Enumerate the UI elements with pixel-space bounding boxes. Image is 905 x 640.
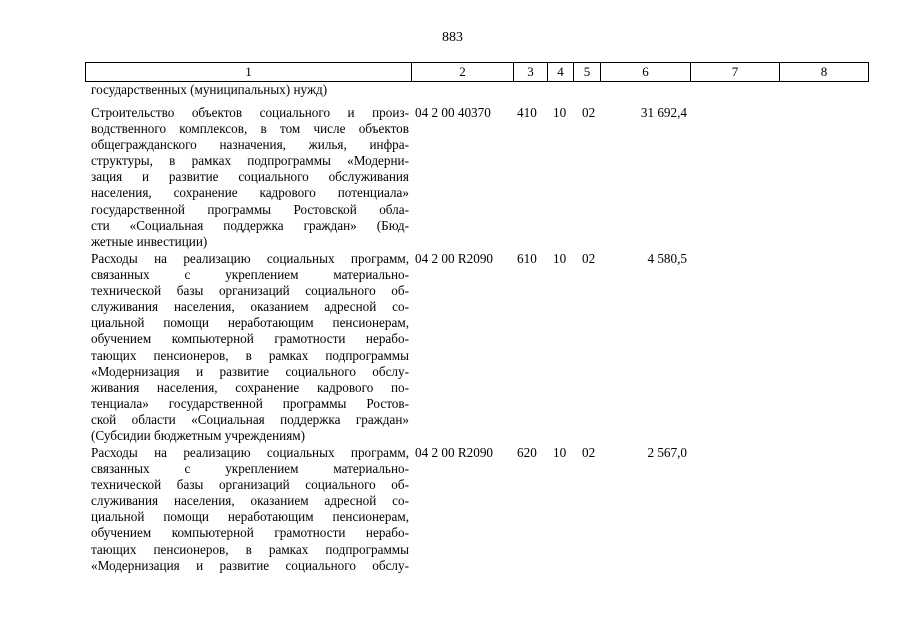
description-line: циальной помощи неработающим пенсионерам, xyxy=(91,315,409,331)
description-line: общегражданского назначения, жилья, инфра- xyxy=(91,137,409,153)
description-line: живания населения, сохранение кадрового по- xyxy=(91,379,409,395)
description-line: населения, сохранение кадрового потенциала» xyxy=(91,185,409,201)
header-col-2: 2 xyxy=(412,63,514,82)
description-line: водственного комплексов, в том числе объектов xyxy=(91,121,409,137)
row-description xyxy=(91,105,409,250)
row-amount: 31 692,4 xyxy=(640,105,687,120)
continued-description: государственных (муниципальных) нужд) xyxy=(91,82,328,97)
description-line: тенциала» государственной программы Ростов- xyxy=(91,395,409,411)
header-col-4: 4 xyxy=(548,63,574,82)
row-amount: 2 567,0 xyxy=(647,445,687,460)
description-line: связанных с укреплением материально- xyxy=(91,267,409,283)
header-col-5: 5 xyxy=(574,63,601,82)
row-amount: 4 580,5 xyxy=(647,251,687,266)
description-line: Расходы на реализацию социальных программ, xyxy=(91,251,409,266)
description-line: обучением компьютерной грамотности нерабо- xyxy=(91,525,409,541)
column-number-header xyxy=(85,62,869,82)
description-line: тающих пенсионеров, в рамках подпрограммы xyxy=(91,541,409,557)
header-col-6: 6 xyxy=(601,63,691,82)
description-line: «Модернизация и развитие социального обслу- xyxy=(91,557,409,573)
row-subsection: 02 xyxy=(582,251,596,266)
row-description xyxy=(91,251,409,444)
row-code: 04 2 00 R2090 xyxy=(415,251,494,266)
description-line: структуры, в рамках подпрограммы «Модерни- xyxy=(91,153,409,169)
row-description xyxy=(91,445,409,574)
description-line: технической базы организаций социального об- xyxy=(91,477,409,493)
header-col-1: 1 xyxy=(86,63,412,82)
header-col-7: 7 xyxy=(691,63,780,82)
row-expense-type: 620 xyxy=(517,445,537,460)
description-line: (Субсидии бюджетным учреждениям) xyxy=(91,428,305,444)
header-col-3: 3 xyxy=(514,63,548,82)
description-line: «Модернизация и развитие социального обслу- xyxy=(91,363,409,379)
description-line: служивания населения, оказанием адресной со- xyxy=(91,299,409,315)
row-expense-type: 410 xyxy=(517,105,537,120)
description-line: обучением компьютерной грамотности нерабо- xyxy=(91,331,409,347)
description-line: жетные инвестиции) xyxy=(91,233,208,249)
description-line: связанных с укреплением материально- xyxy=(91,461,409,477)
row-section: 10 xyxy=(553,445,567,460)
description-line: Расходы на реализацию социальных программ, xyxy=(91,445,409,460)
row-code: 04 2 00 40370 xyxy=(415,105,491,120)
row-section: 10 xyxy=(553,105,567,120)
row-subsection: 02 xyxy=(582,445,596,460)
description-line: технической базы организаций социального об- xyxy=(91,283,409,299)
description-line: государственной программы Ростовской обла- xyxy=(91,201,409,217)
row-subsection: 02 xyxy=(582,105,596,120)
description-line: циальной помощи неработающим пенсионерам, xyxy=(91,509,409,525)
row-code: 04 2 00 R2090 xyxy=(415,445,494,460)
header-col-8: 8 xyxy=(780,63,869,82)
description-line: служивания населения, оказанием адресной со- xyxy=(91,493,409,509)
description-line: тающих пенсионеров, в рамках подпрограммы xyxy=(91,347,409,363)
page-number: 883 xyxy=(442,30,463,45)
description-line: ской области «Социальная поддержка граждан» xyxy=(91,411,409,427)
header-row xyxy=(86,63,869,82)
description-line: сти «Социальная поддержка граждан» (Бюд- xyxy=(91,217,409,233)
description-line: зация и развитие социального обслуживания xyxy=(91,169,409,185)
description-line: Строительство объектов социального и произ- xyxy=(91,105,409,120)
row-expense-type: 610 xyxy=(517,251,537,266)
row-section: 10 xyxy=(553,251,567,266)
